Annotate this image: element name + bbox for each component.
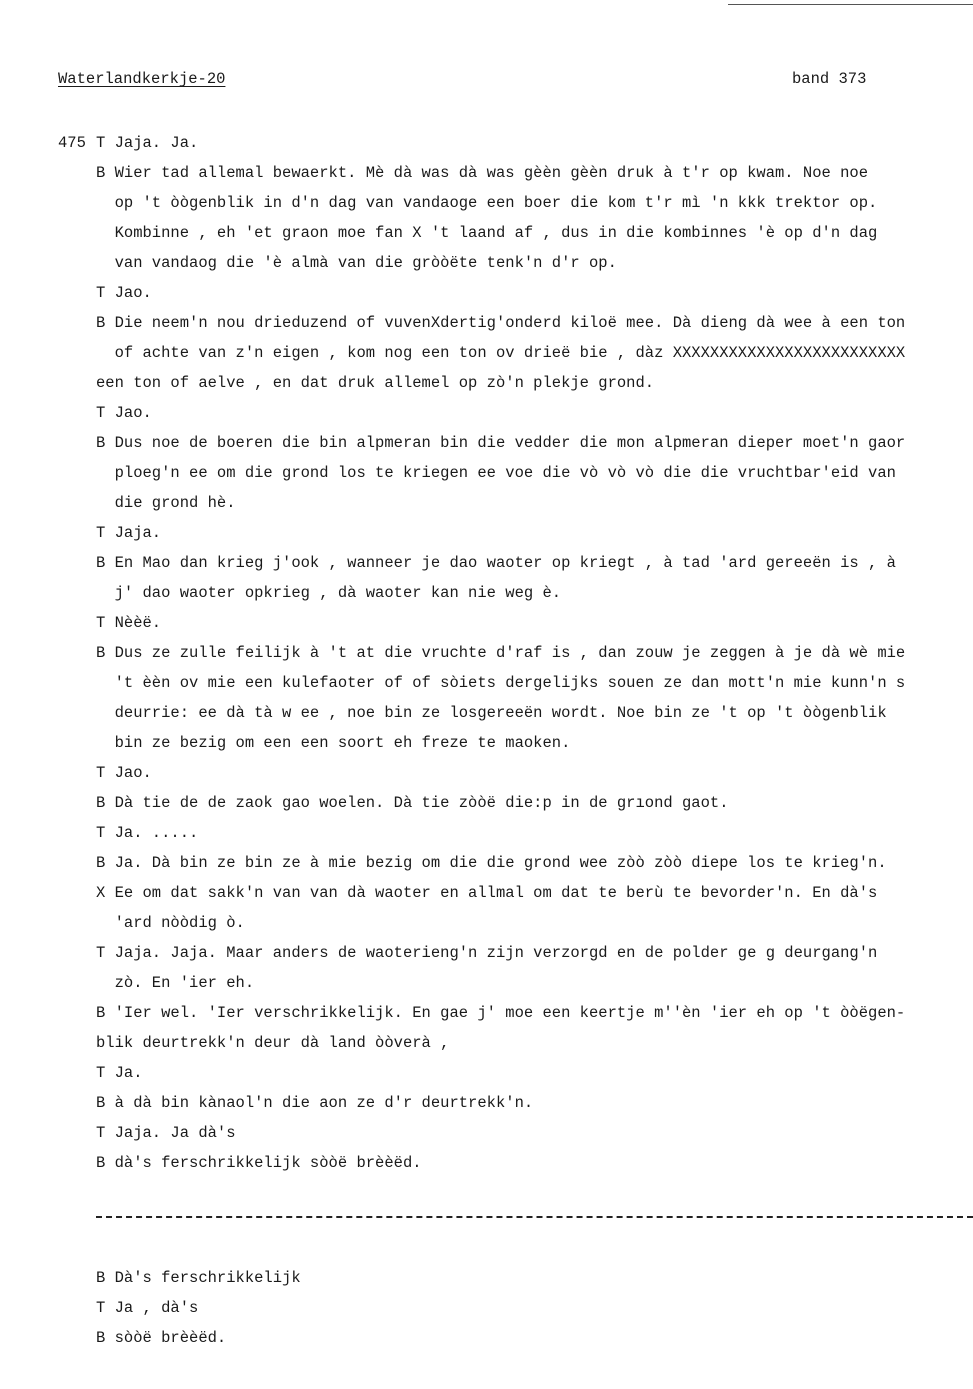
top-rule: [728, 4, 973, 5]
transcript-line: B Dus ze zulle feilijk à 't at die vruchte d'raf is , dan zouw je zeggen à je dà wè mie: [96, 644, 906, 662]
transcript-line: T Jaja. Ja.: [96, 134, 199, 152]
transcript-line: deurrie: ee dà tà w ee , noe bin ze losgereeën wordt. Noe bin ze 't op 't òògenblik: [96, 704, 887, 722]
transcript-line: T Jaja. Jaja. Maar anders de waoterieng'n zijn verzorgd en de polder ge g deurgang'n: [96, 944, 878, 962]
transcript-line: T Jaja.: [96, 524, 162, 542]
transcript-line: bin ze bezig om een een soort eh freze te maoken.: [96, 734, 571, 752]
transcript-line: T Jaja. Ja dà's: [96, 1124, 236, 1142]
transcript-line: B à dà bin kànaol'n die aon ze d'r deurtrekk'n.: [96, 1094, 534, 1112]
transcript-line: B Dà's ferschrikkelijk: [96, 1269, 301, 1287]
transcript-line: B Dà tie de de zaok gao woelen. Dà tie zòòë die:p in de grıond gaot.: [96, 794, 729, 812]
transcript-line: B dà's ferschrikkelijk sòòë brèèëd.: [96, 1154, 422, 1172]
section-separator: [96, 1216, 973, 1218]
transcript-line: die grond hè.: [96, 494, 236, 512]
transcript-line: j' dao waoter opkrieg , dà waoter kan nie weg è.: [96, 584, 562, 602]
transcript-line: een ton of aelve , en dat druk allemel op zò'n plekje grond.: [96, 374, 655, 392]
transcript-line: X Ee om dat sakk'n van van dà waoter en allmal om dat te berù te bevorder'n. En dà's: [96, 884, 878, 902]
transcript-line: of achte van z'n eigen , kom nog een ton ov drieë bie , dàz XXXXXXXXXXXXXXXXXXXXXXXXX: [96, 344, 906, 362]
transcript-line: zò. En 'ier eh.: [96, 974, 255, 992]
transcript-line: T Ja. .....: [96, 824, 199, 842]
transcript-line: T Nèèë.: [96, 614, 162, 632]
transcript-line: T Jao.: [96, 404, 152, 422]
transcript-line: Kombinne , eh 'et graon moe fan X 't laand af , dus in die kombinnes 'è op d'n dag: [96, 224, 878, 242]
transcript-line: van vandaog die 'è almà van die gròòëte tenk'n d'r op.: [96, 254, 617, 272]
transcript-line: B Die neem'n nou drieduzend of vuvenXdertig'onderd kiloë mee. Dà dieng dà wee à een ton: [96, 314, 906, 332]
transcript-line: T Jao.: [96, 764, 152, 782]
line-number: 475: [58, 134, 86, 152]
transcript-line: ploeg'n ee om die grond los te kriegen ee voe die vò vò vò die die vruchtbar'eid van: [96, 464, 896, 482]
band-number: band 373: [792, 70, 867, 88]
transcript-line: B sòòë brèèëd.: [96, 1329, 227, 1347]
transcript-line: T Ja , dà's: [96, 1299, 199, 1317]
transcript-line: op 't òògenblik in d'n dag van vandaoge een boer die kom t'r mì 'n kkk trektor op.: [96, 194, 878, 212]
transcript-line: B Wier tad allemal bewaerkt. Mè dà was dà was gèèn gèèn druk à t'r op kwam. Noe noe: [96, 164, 869, 182]
transcript-line: B Dus noe de boeren die bin alpmeran bin die vedder die mon alpmeran dieper moet'n gaor: [96, 434, 906, 452]
transcript-line: 'ard nòòdig ò.: [96, 914, 245, 932]
transcript-line: T Ja.: [96, 1064, 143, 1082]
transcript-line: T Jao.: [96, 284, 152, 302]
transcript-line: blik deurtrekk'n deur dà land òòverà ,: [96, 1034, 450, 1052]
transcript-line: B 'Ier wel. 'Ier verschrikkelijk. En gae j' moe een keertje m''èn 'ier eh op 't òòëgen-: [96, 1004, 906, 1022]
transcript-line: B Ja. Dà bin ze bin ze à mie bezig om die die grond wee zòò zòò diepe los te krieg'n.: [96, 854, 887, 872]
transcript-line: B En Mao dan krieg j'ook , wanneer je dao waoter op kriegt , à tad 'ard gereeën is , à: [96, 554, 896, 572]
document-title: Waterlandkerkje-20: [58, 70, 226, 88]
transcript-line: 't èèn ov mie een kulefaoter of of sòiets dergelijks souen ze dan mott'n mie kunn'n s: [96, 674, 906, 692]
